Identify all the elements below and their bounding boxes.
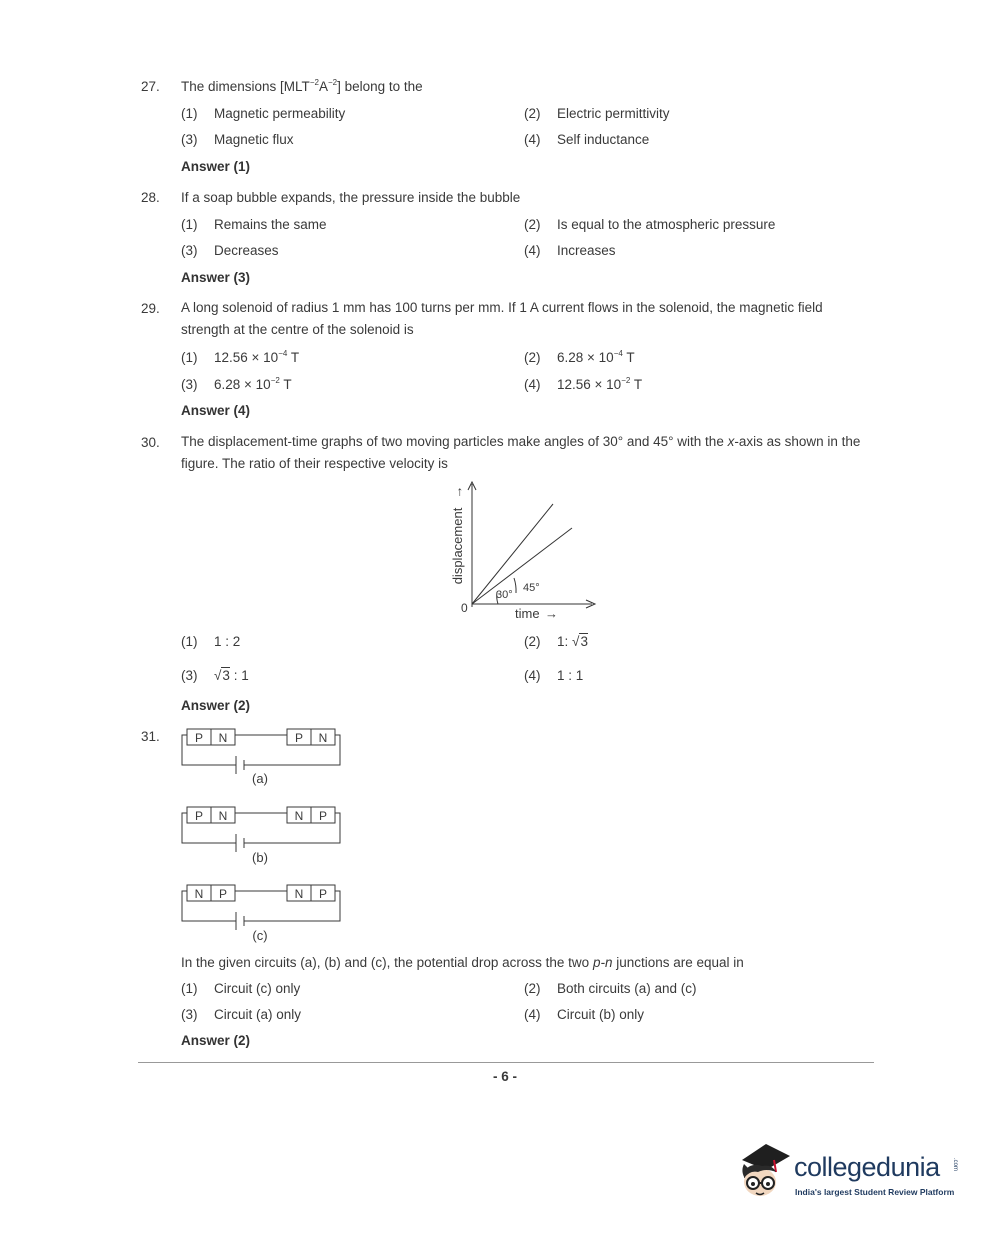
q30-option-4: (4) 1 : 1 <box>524 668 584 683</box>
q30-answer: Answer (2) <box>181 698 251 713</box>
q31-option-3: (3) Circuit (a) only <box>181 1007 302 1022</box>
displacement-time-graph <box>440 478 610 623</box>
circuit-b <box>182 807 340 852</box>
circuit-a-left-p: P <box>194 731 204 745</box>
collegedunia-logo[interactable] <box>736 1138 961 1210</box>
circuit-b-left-2: N <box>218 809 228 823</box>
q27-option-3: (3) Magnetic flux <box>181 132 294 147</box>
circuit-b-right-1: N <box>294 809 304 823</box>
arc-45 <box>514 578 516 593</box>
q31-option-1: (1) Circuit (c) only <box>181 981 301 996</box>
q29-option-1: (1) $12.56 \times 10^{-4}$ T <box>181 349 300 365</box>
circuit-c-left-2: P <box>218 887 228 901</box>
q27-answer: Answer (1) <box>181 159 251 174</box>
q31-number: 31. <box>141 729 160 744</box>
circuit-c <box>182 885 340 930</box>
q28-option-1: (1) Remains the same <box>181 217 327 232</box>
q28-option-2: (2) Is equal to the atmospheric pressure <box>524 217 776 232</box>
graph-angle-30: 30° <box>496 589 513 601</box>
graph-origin: 0 <box>461 601 468 615</box>
circuit-c-right-2: P <box>318 887 328 901</box>
circuit-a-right-2: N <box>318 731 328 745</box>
q30-option-3: (3) √3 : 1 <box>181 668 249 683</box>
line-30 <box>472 528 572 604</box>
q30-text: The displacement-time graphs of two moving particles make angles of 30° and 45° with the x-axis as shown in the figure. The ratio of their respective velocity is <box>181 434 861 471</box>
q27-option-4: (4) Self inductance <box>524 132 650 147</box>
q31-answer: Answer (2) <box>181 1033 251 1048</box>
q27-option-1: (1) Magnetic permeability <box>181 106 346 121</box>
graph-xlabel-arrow: → <box>545 606 558 621</box>
q30-option-1: (1) 1 : 2 <box>181 634 241 649</box>
page-number: - 6 - <box>492 1069 517 1084</box>
q31-text: In the given circuits (a), (b) and (c), the potential drop across the two p-n junctions are equal in <box>181 955 744 970</box>
circuit-c-right-1: N <box>294 887 304 901</box>
q29-answer: Answer (4) <box>181 403 251 418</box>
brand-suffix: .com <box>952 1158 958 1172</box>
q29-option-2: (2) $6.28 \times 10^{-4}$ T <box>524 349 635 365</box>
graph-xlabel: time <box>515 606 540 621</box>
circuit-a-wire-left <box>182 735 236 765</box>
q27-text: The dimensions $[MLT^{-2}A^{-2}]$ belong to the <box>181 78 423 94</box>
circuit-b-right-2: P <box>318 809 328 823</box>
q28-option-4: (4) Increases <box>524 243 616 258</box>
graph-ylabel-arrow: → <box>450 485 465 499</box>
q30-option-2: (2) 1: √3 <box>524 634 588 649</box>
footer-divider <box>138 1062 874 1063</box>
circuit-a-label: (a) <box>252 771 268 786</box>
circuit-a-left-n: N <box>218 731 228 745</box>
brand-tagline: India's largest Student Review Platform <box>795 1187 955 1197</box>
q29-option-3: (3) $6.28 \times 10^{-2}$ T <box>181 376 292 392</box>
q29-option-4: (4) $12.56 \times 10^{-2}$ T <box>524 376 643 392</box>
q31-circuits <box>178 724 346 946</box>
graph-ylabel: displacement <box>450 507 465 585</box>
q31-option-4: (4) Circuit (b) only <box>524 1007 645 1022</box>
q27-number: 27. <box>141 79 160 94</box>
q28-number: 28. <box>141 190 160 205</box>
q27-option-2: (2) Electric permittivity <box>524 106 670 121</box>
q29-text: A long solenoid of radius 1 mm has 100 turns per mm. If 1 A current flows in the solenoid, the magnetic field strength at the centre of the solenoid is <box>181 300 823 337</box>
circuit-b-label: (b) <box>252 850 268 865</box>
q31-option-2: (2) Both circuits (a) and (c) <box>524 981 697 996</box>
brand-name: collegedunia <box>794 1152 940 1182</box>
q28-answer: Answer (3) <box>181 270 251 285</box>
circuit-a-right-1: P <box>294 731 304 745</box>
mascot-icon <box>736 1138 794 1204</box>
circuit-c-label: (c) <box>252 928 268 943</box>
circuit-a <box>182 729 340 774</box>
circuit-c-left-1: N <box>194 887 204 901</box>
q28-text: If a soap bubble expands, the pressure inside the bubble <box>181 190 521 205</box>
circuit-b-left-1: P <box>194 809 204 823</box>
q30-number: 30. <box>141 435 160 450</box>
q29-number: 29. <box>141 301 160 316</box>
graph-angle-45: 45° <box>523 582 540 594</box>
q28-option-3: (3) Decreases <box>181 243 279 258</box>
